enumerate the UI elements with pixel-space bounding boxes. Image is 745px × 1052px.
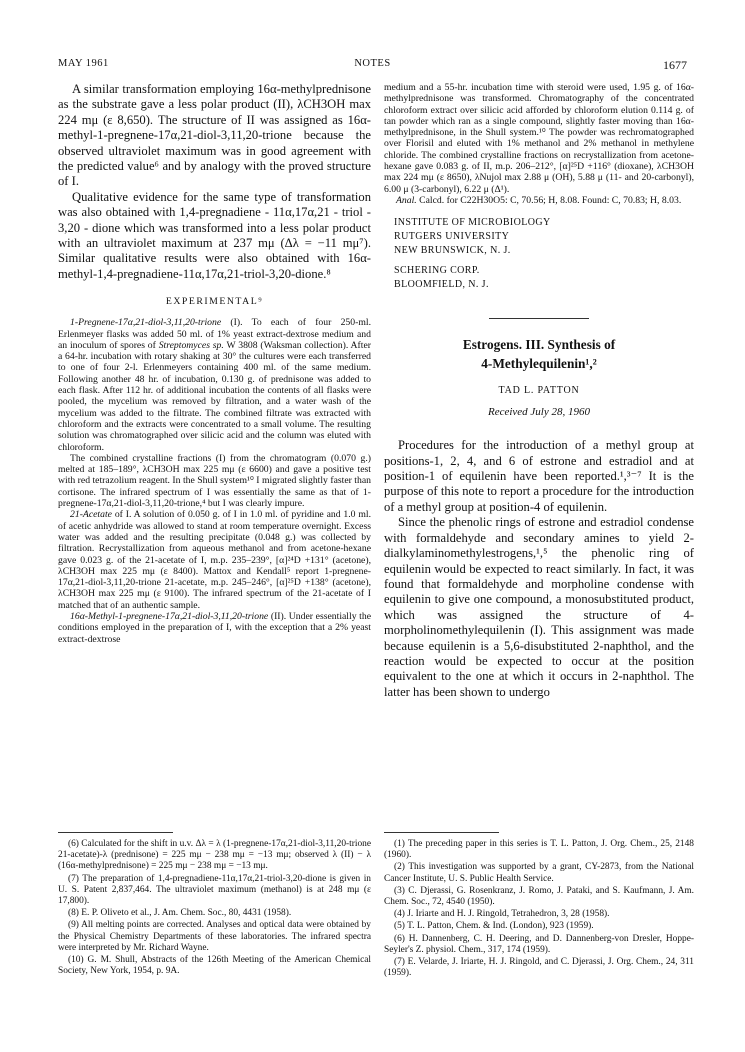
paragraph: Procedures for the introduction of a methyl group at positions-1, 2, 4, and 6 of estrone and estradiol and at position-1 of equilenin have been reported.¹,³⁻⁷ It is the purpose of this note to report a procedure for the introduction of a methyl group at position-4 of equilenin. xyxy=(384,438,694,514)
article-title xyxy=(384,335,694,373)
paragraph: Since the phenolic rings of estrone and estradiol condense with formaldehyde and secondary amines to yield 2-dialkylaminomethylestrogens,¹,⁵ the phenolic ring of equilenin would be expected to react similarly. In fact, it was found that formaldehyde and morpholine condense with equilenin to give one compound, a monosubstituted product, which was assigned the structure of 4-morpholinomethylequilenin (I). This assignment was made because equilenin is a 5,6-disubstituted 2-naphthol, and the reaction would be expected to occur at the position equivalent to the one at which it occurs in 2-naphthol. The latter has been shown to undergo xyxy=(384,515,694,699)
article-title-line: Estrogens. III. Synthesis of xyxy=(462,337,616,353)
author-name: TAD L. PATTON xyxy=(498,385,580,397)
compound-name: 21-Acetate xyxy=(70,509,112,521)
affiliation-line: INSTITUTE OF MICROBIOLOGY xyxy=(394,217,551,229)
paragraph-text: of I. A solution of 0.050 g. of I in 1.0 ml. of pyridine and 1.0 ml. of acetic anhydride was allowed to stand at room temperature overnight. Excess water was added and the resulting precipitate (0.048 g.) was collected by filtration. Recrystallization from aqueous methanol and from acetone-hexane gave 0.023 g. of the 21-acetate of I, m.p. 235–239°, [α]²⁴D +131° (acetone), λCH3OH max 225 mμ (ε 8400). Mattox and Kendall⁵ report 1-pregnene-17α,21-diol-3,11,20-trione 21-acetate, m.p. 245–246°, [α]²⁵D +138° (acetone), λCH3OH max 225 mμ (ε 9100). The infrared spectrum of the 21-acetate of I matched that of an authentic sample. xyxy=(58,509,371,611)
experimental-paragraph: The combined crystalline fractions (I) from the chromatogram (0.070 g.) melted at 185–189°, λCH3OH max 225 mμ (ε 6600) and gave a positive test with red tetrazolium reagent. In the Shull system¹⁰ I migrated slightly faster than cortisone. The infrared spectrum of I was essentially the same as that of 1-pregnene-17α,21-diol-3,11,20-trione,⁴ but I was clearly impure. xyxy=(58,452,371,510)
paragraph-text: W 3808 (Waksman collection). After a 64-hr. incubation with rotary shaking at 30° the cultures were each transferred to one of four 2-l. Erlenmeyers containing 400 ml. of the same medium. Following another 48 hr. of incubation, 0.130 g. of prednisone was added to each flask. After 112 hr. of additional incubation the contents of all flasks were pooled, the mycelium was removed by filtration, and a water wash of the mycelium was added to the filtrate. The combined filtrate was extracted with chloroform and the extracts were concentrated to a small volume. The resulting solution was chromatographed over silicic acid and the column was eluted with chloroform. xyxy=(58,339,371,453)
paragraph: A similar transformation employing 16α-methylprednisone as the substrate gave a less polar product (II), λCH3OH max 224 mμ (ε 8,650). The structure of II was assigned as 16α-methyl-1-pregnene-17α,21-diol-3,11,20-trione because the observed ultraviolet maximum was in good agreement with the predicted value⁶ and by analogy with the proved structure of I. xyxy=(58,82,371,189)
right-column xyxy=(384,82,694,700)
compound-name: 1-Pregnene-17α,21-diol-3,11,20-trione xyxy=(70,317,222,329)
analysis-label: Anal. xyxy=(396,194,417,206)
divider xyxy=(489,318,589,319)
footnote: (10) G. M. Shull, Abstracts of the 126th Meeting of the American Chemical Society, New York, 1954, p. 9A. xyxy=(58,955,371,977)
article-title-line: 4-Methylequilenin¹,² xyxy=(481,356,597,372)
footnote: (8) E. P. Oliveto et al., J. Am. Chem. Soc., 80, 4431 (1958). xyxy=(68,908,292,919)
section-heading-experimental: EXPERIMENTAL⁹ xyxy=(165,296,264,308)
experimental-paragraph: medium and a 55-hr. incubation time with steroid were used, 1.95 g. of 16α-methylprednisone was transformed. Chromatography of the concentrated chloroform extract over silicic acid afforded by chloroform elution 0.114 g. of tan powder which ran as a single compound, slightly faster moving than 16α-methylprednisone, in the Shull system.¹⁰ The powder was rechromatographed over Florisil and eluted with 1% methanol and 2% methanol in methylene chloride. The combined crystalline fractions on recrystallization from acetone-hexane gave 0.083 g. of II, m.p. 206–212°, [α]²⁵D +116° (dioxane), λCH3OH max 224 mμ (ε 8650), λNujol max 2.88 μ (OH), 5.88 μ (11- and 20-carbonyl), 6.00 μ (3-carbonyl), 6.22 μ (Δ¹). xyxy=(384,82,694,195)
running-header-section: NOTES xyxy=(354,58,391,69)
received-date: Received July 28, 1960 xyxy=(487,406,590,419)
paragraph: Qualitative evidence for the same type of transformation was also obtained with 1,4-pregnadiene - 11α,17α,21 - triol - 3,20 - dione which was transformed into a less polar product with an ultraviolet maximum at 237 mμ (Δλ = −11 mμ⁷). Similar qualitative results were also obtained with 16α-methyl-1,4-pregnadiene-11α,17α,21-triol-3,20-dione.⁸ xyxy=(58,189,371,281)
footnote: (9) All melting points are corrected. Analyses and optical data were obtained by the Physical Chemistry Departments of these laboratories. The infrared spectra were interpreted by Mr. Richard Wayne. xyxy=(58,920,371,953)
species-name: Streptomyces sp. xyxy=(158,339,224,351)
footnote: (1) The preceding paper in this series is T. L. Patton, J. Org. Chem., 25, 2148 (1960). xyxy=(384,839,694,861)
affiliation-line: SCHERING CORP. xyxy=(394,265,480,277)
experimental-paragraph xyxy=(58,611,371,645)
page-number: 1677 xyxy=(663,58,687,72)
footnote: (7) The preparation of 1,4-pregnadiene-11α,17α,21-triol-3,20-dione is given in U. S. Patent 2,837,464. The ultraviolet maximum (methanol) is at 248 mμ (ε 17,800). xyxy=(58,873,371,907)
left-column xyxy=(58,82,371,645)
affiliation-line: RUTGERS UNIVERSITY xyxy=(394,231,510,243)
footnotes-left xyxy=(58,839,371,978)
experimental-paragraph xyxy=(58,317,371,453)
footnote: (3) C. Djerassi, G. Rosenkranz, J. Romo, J. Pataki, and S. Kaufmann, J. Am. Chem. Soc., 72, 4540 (1950). xyxy=(384,885,694,908)
footnote: (2) This investigation was supported by a grant, CY-2873, from the National Cancer Institute, U. S. Public Health Service. xyxy=(384,862,694,884)
compound-name: 16α-Methyl-1-pregnene-17α,21-diol-3,11,20-trione xyxy=(70,611,269,622)
footnote: (7) E. Velarde, J. Iriarte, H. J. Ringold, and C. Djerassi, J. Org. Chem., 24, 311 (1959). xyxy=(384,957,694,979)
paragraph-text: (I). To each of four 250-ml. Erlenmeyer flasks was added 50 ml. of 1% yeast extract-dextrose medium and an inoculum of spores of xyxy=(58,317,371,351)
footnote: (6) H. Dannenberg, C. H. Deering, and D. Dannenberg-von Dresler, Hoppe-Seyler's Z. physiol. Chem., 317, 174 (1959). xyxy=(384,933,694,955)
footnote: (5) T. L. Patton, Chem. & Ind. (London), 923 (1959). xyxy=(394,921,594,932)
paragraph-text: Calcd. for C22H30O5: C, 70.56; H, 8.08. Found: C, 70.83; H, 8.03. xyxy=(416,194,682,206)
affiliation-line: NEW BRUNSWICK, N. J. xyxy=(394,245,511,257)
footnote: (4) J. Iriarte and H. J. Ringold, Tetrahedron, 3, 28 (1958). xyxy=(394,909,610,920)
experimental-paragraph xyxy=(58,509,371,611)
footnotes-right xyxy=(384,839,694,980)
running-header-date: MAY 1961 xyxy=(58,58,109,69)
analysis-paragraph xyxy=(384,195,694,206)
footnote: (6) Calculated for the shift in u.v. Δλ = λ (1-pregnene-17α,21-diol-3,11,20-trione 21-acetate)-λ (prednisone) = 225 mμ − 238 mμ = −13 mμ; observed λ (II) − λ (16α-methylprednisone) = 225 mμ − 238 mμ = −13 mμ. xyxy=(58,839,371,872)
paragraph-text: (II). Under essentially the conditions employed in the preparation of I, with the exception that a 2% yeast extract-dextrose xyxy=(58,611,371,645)
footnote-divider xyxy=(384,832,499,833)
affiliation-line: BLOOMFIELD, N. J. xyxy=(394,279,489,291)
footnote-divider xyxy=(58,832,173,833)
